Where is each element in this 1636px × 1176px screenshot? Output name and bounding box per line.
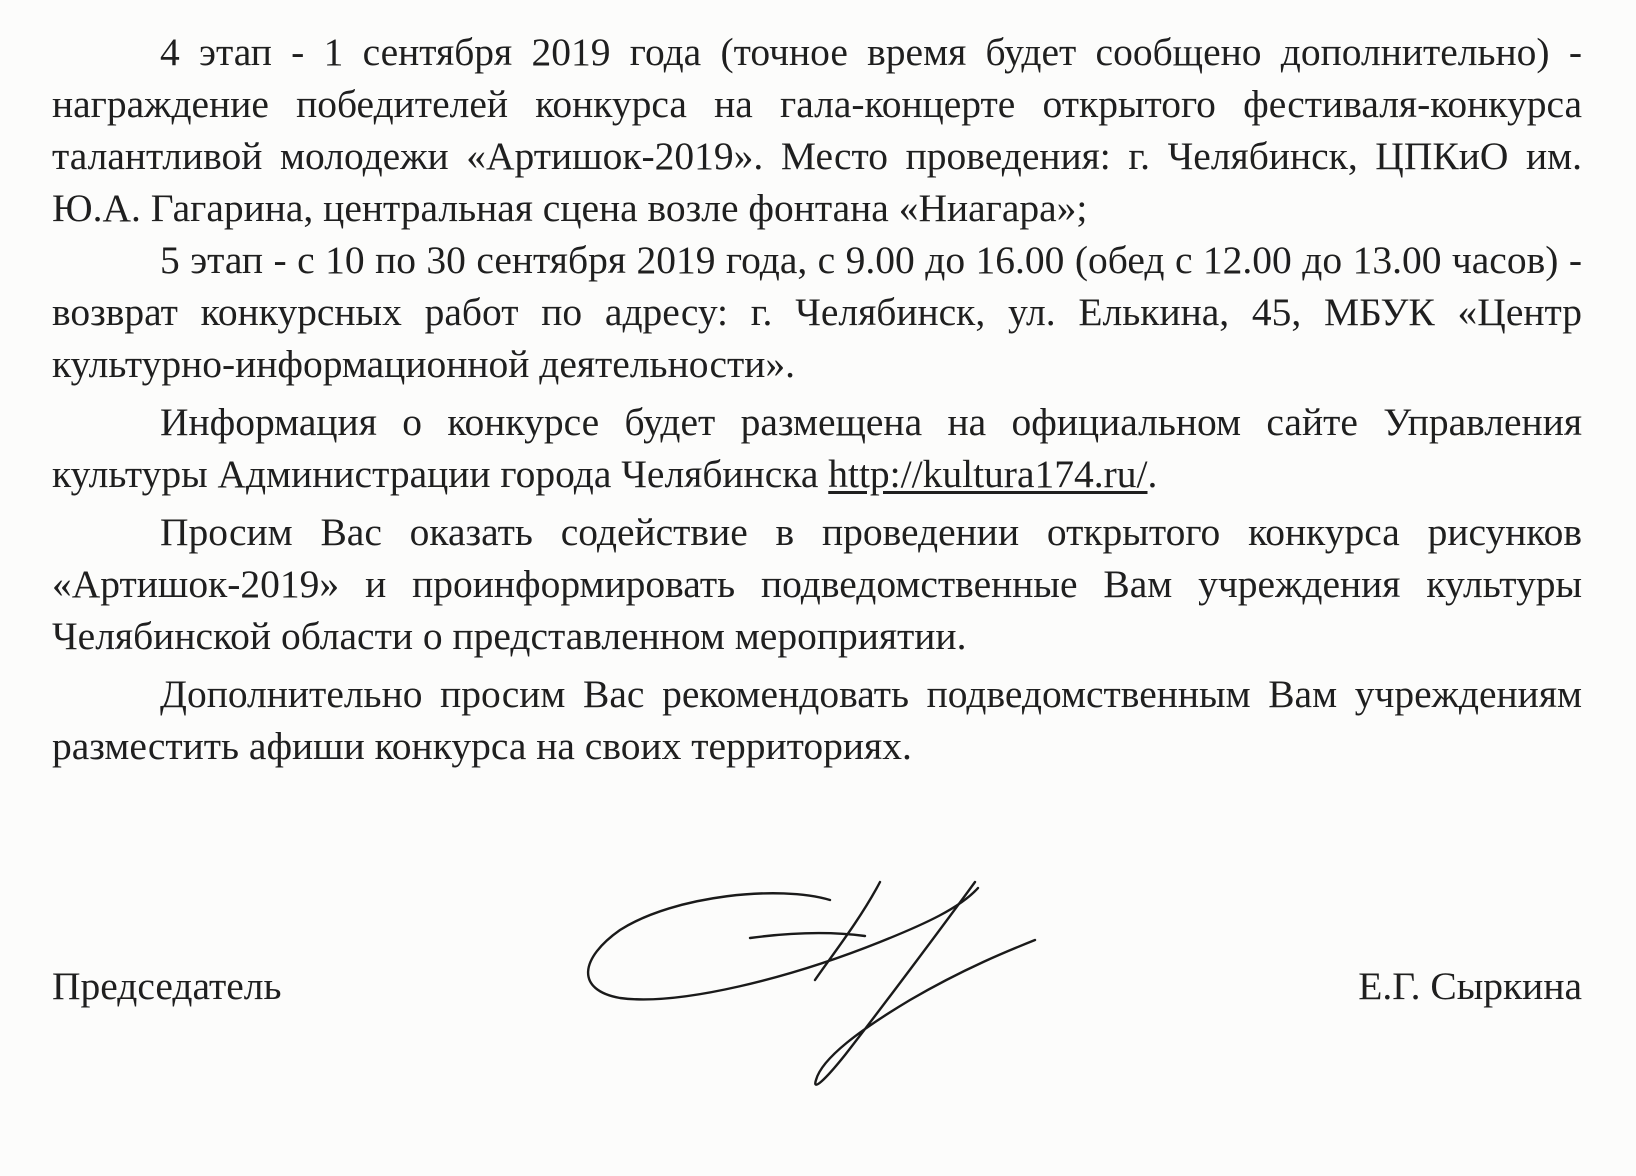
handwritten-signature [580,880,1050,1100]
website-link[interactable]: http://kultura174.ru/ [828,452,1148,496]
paragraph-posters: Дополнительно просим Вас рекомендовать подведомственным Вам учреждениям разместить афиши конкурса на своих территориях. [52,672,1582,768]
paragraph-stage-5: 5 этап - с 10 по 30 сентября 2019 года, с 9.00 до 16.00 (обед с 12.00 до 13.00 часов) - возврат конкурсных работ по адресу: г. Челябинск, ул. Елькина, 45, МБУК «Центр культурно-информационной деятельности». [52,238,1582,386]
signature-stroke-lower [815,882,1035,1085]
paragraph-website-info [52,396,1582,500]
letter-body [52,26,1582,772]
signature-stroke-upper [815,882,880,980]
signer-position: Председатель [52,964,282,1008]
paragraph-stage-4: 4 этап - 1 сентября 2019 года (точное время будет сообщено дополнительно) - награждение победителей конкурса на гала-концерте открытого фестиваля-конкурса талантливой молодежи «Артишок-2019». Место проведения: г. Челябинск, ЦПКиО им. Ю.А. Гагарина, центральная сцена возле фонтана «Ниагара»; [52,30,1582,230]
signer-name: Е.Г. Сыркина [1358,964,1582,1008]
paragraph-request: Просим Вас оказать содействие в проведении открытого конкурса рисунков «Артишок-2019» и проинформировать подведомственные Вам учреждения культуры Челябинской области о представленном мероприятии. [52,510,1582,658]
signature-loop [588,888,978,999]
info-text-end: . [1147,452,1158,496]
info-text: Информация о конкурсе будет размещена на официальном сайте Управления культуры Администрации города Челябинска [52,400,1582,496]
